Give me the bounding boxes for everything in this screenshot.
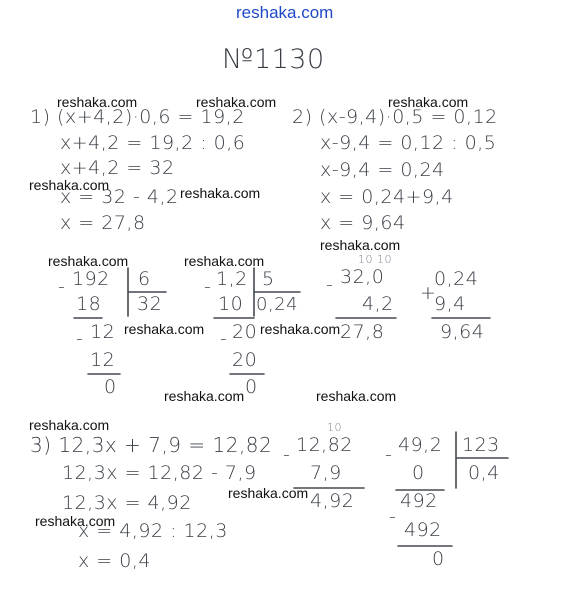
calc3-borrow-marks: 10 10 xyxy=(358,253,392,266)
calc2-quotient: 0,24 xyxy=(256,294,299,315)
calc6-minus: - xyxy=(385,444,393,466)
task2-step: x = 9,64 xyxy=(320,212,406,234)
calc1-subtrahend: 12 xyxy=(90,349,116,371)
calc1-result: 0 xyxy=(104,376,117,398)
task1-step: x+4,2 = 19,2 : 0,6 xyxy=(60,132,246,154)
task2-equation: 2) (x-9,4)·0,5 = 0,12 xyxy=(292,106,498,128)
calc6-remainder: 492 xyxy=(400,490,438,512)
watermark: reshaka.com xyxy=(388,94,469,110)
calc5-minuend: 12,82 xyxy=(296,434,353,456)
watermark: reshaka.com xyxy=(320,237,401,253)
calc3-minuend: 32,0 xyxy=(340,266,385,288)
task3-step: 12,3x = 12,82 - 7,9 xyxy=(62,462,257,484)
watermark: reshaka.com xyxy=(196,94,277,110)
task1-step: x+4,2 = 32 xyxy=(60,157,175,179)
task1-step: x = 32 - 4,2 xyxy=(60,186,179,208)
calc6-dividend: 49,2 xyxy=(398,434,443,456)
calc6-minus: - xyxy=(389,506,397,528)
calc2-minus: - xyxy=(204,276,212,298)
problem-number: №1130 xyxy=(222,44,325,75)
calc1-remainder: 12 xyxy=(90,321,116,343)
calc6-subtrahend: 492 xyxy=(404,519,442,541)
task1-step: x = 27,8 xyxy=(60,212,146,234)
calc3-subtrahend: 4,2 xyxy=(362,293,394,315)
calc1-dividend: 192 xyxy=(72,268,110,290)
calc4-plus: + xyxy=(420,282,437,304)
task2-step: x = 0,24+9,4 xyxy=(320,186,454,208)
calc3-result: 27,8 xyxy=(340,321,385,343)
task2-step: x-9,4 = 0,24 xyxy=(320,159,445,181)
calc1-minus: - xyxy=(58,276,66,298)
calc5-borrow-mark: 10 xyxy=(327,421,342,434)
watermark: reshaka.com xyxy=(180,185,261,201)
task3-step: x = 4,92 : 12,3 xyxy=(78,520,228,542)
watermark: reshaka.com xyxy=(35,513,116,529)
watermark: reshaka.com xyxy=(316,388,397,404)
calc4-result: 9,64 xyxy=(440,321,485,343)
watermark: reshaka.com xyxy=(29,417,110,433)
calc4-addend: 9,4 xyxy=(434,293,466,315)
calc2-subtrahend: 20 xyxy=(232,349,258,371)
watermark: reshaka.com xyxy=(124,321,205,337)
watermark: reshaka.com xyxy=(48,253,129,269)
task3-step: 12,3x = 4,92 xyxy=(62,492,192,514)
calc6-divisor: 123 xyxy=(462,434,500,456)
calc5-subtrahend: 7,9 xyxy=(310,462,342,484)
task3-step: x = 0,4 xyxy=(78,550,151,572)
watermark: reshaka.com xyxy=(57,94,138,110)
calc6-quotient: 0,4 xyxy=(468,462,500,484)
calc2-subtrahend: 10 xyxy=(218,293,244,315)
calc1-divisor: 6 xyxy=(138,268,151,290)
task2-step: x-9,4 = 0,12 : 0,5 xyxy=(320,132,497,154)
task3-equation: 3) 12,3x + 7,9 = 12,82 xyxy=(30,433,273,457)
watermark: reshaka.com xyxy=(228,485,309,501)
calc1-quotient: 32 xyxy=(137,293,163,315)
watermark: reshaka.com xyxy=(184,253,265,269)
calc3-minus: - xyxy=(326,274,334,296)
calc1-minus: - xyxy=(76,328,84,350)
calc2-divisor: 5 xyxy=(262,268,275,290)
calc5-result: 4,92 xyxy=(310,490,355,512)
watermark: reshaka.com xyxy=(29,177,110,193)
site-header-link[interactable]: reshaka.com xyxy=(236,3,334,22)
watermark: reshaka.com xyxy=(260,321,341,337)
calc1-subtrahend: 18 xyxy=(76,293,102,315)
calc2-minus: - xyxy=(220,328,228,350)
calc2-dividend: 1,2 xyxy=(216,268,248,290)
watermark: reshaka.com xyxy=(164,388,245,404)
calc2-result: 0 xyxy=(245,376,258,398)
calc5-minus: - xyxy=(283,444,291,466)
calc4-addend: 0,24 xyxy=(434,268,479,290)
calc6-subtrahend: 0 xyxy=(412,462,425,484)
task1-equation: 1) (x+4,2)·0,6 = 19,2 xyxy=(30,106,245,128)
calc6-result: 0 xyxy=(432,548,445,570)
calc2-remainder: 20 xyxy=(232,321,258,343)
